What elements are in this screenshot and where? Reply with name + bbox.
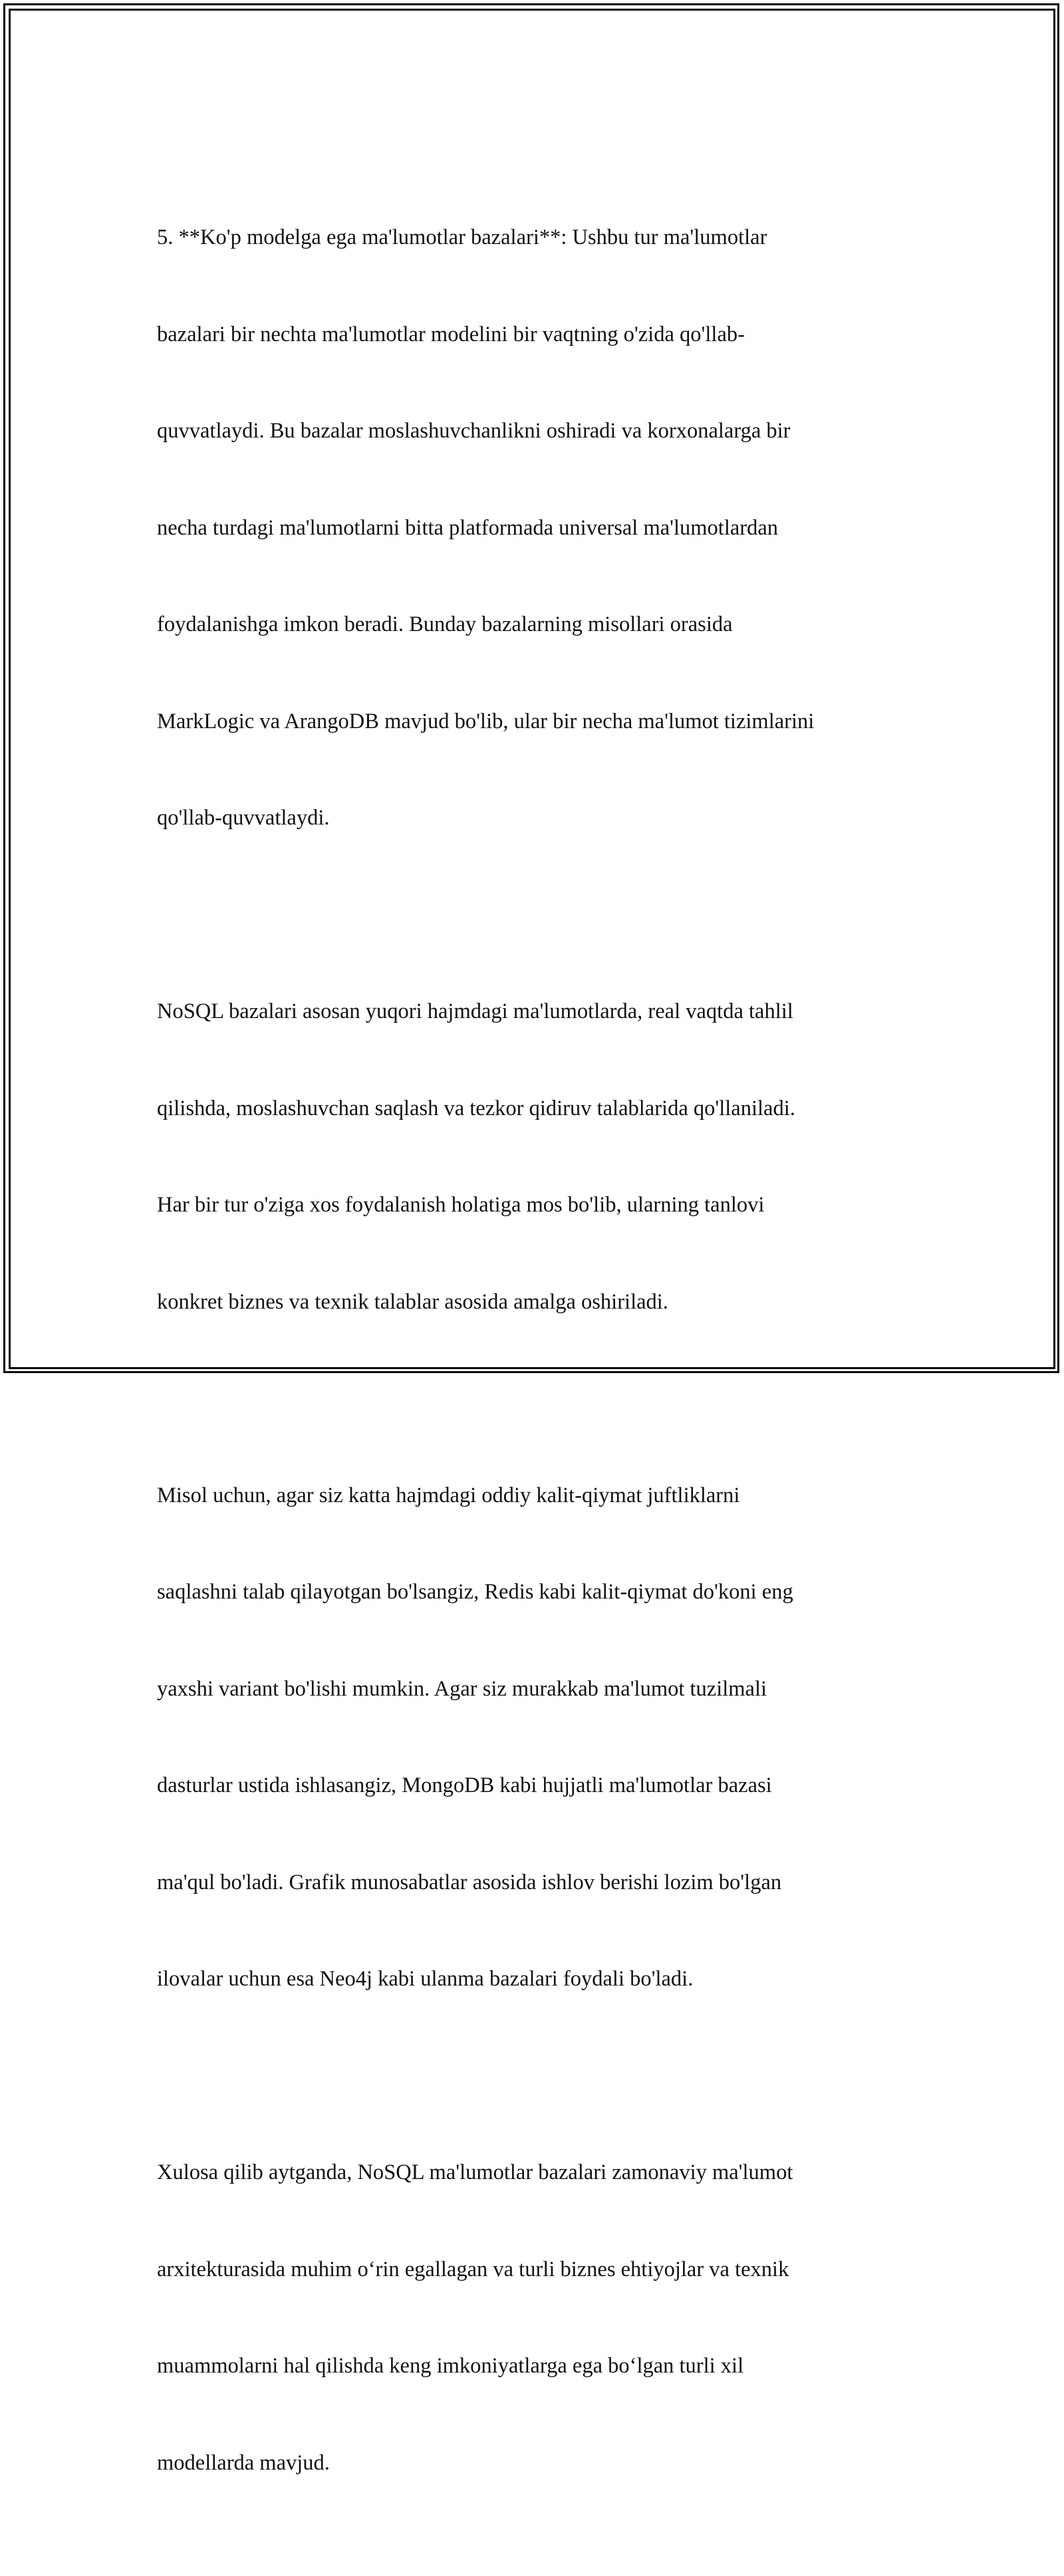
text-line: yaxshi variant bo'lishi mumkin. Agar siz murakkab ma'lumot tuzilmali (157, 1676, 767, 1701)
text-line: Xulosa qilib aytganda, NoSQL ma'lumotlar bazalari zamonaviy ma'lumot (157, 2160, 793, 2184)
text-line: dasturlar ustida ishlasangiz, MongoDB kabi hujjatli ma'lumotlar bazasi (157, 1773, 772, 1797)
text-line: NoSQL bazalari asosan yuqori hajmdagi ma'lumotlarda, real vaqtda tahlil (157, 999, 793, 1023)
text-line: arxitekturasida muhim oʻrin egallagan va turli biznes ehtiyojlar va texnik (157, 2257, 789, 2281)
text-line: necha turdagi ma'lumotlarni bitta platformada universal ma'lumotlardan (157, 515, 779, 540)
text-line: qilishda, moslashuvchan saqlash va tezkor qidiruv talablarida qo'llaniladi. (157, 1096, 795, 1120)
text-line: bazalari bir nechta ma'lumotlar modelini bir vaqtning o'zida qo'llab- (157, 322, 745, 346)
text-line: 5. **Ko'p modelga ega ma'lumotlar bazalari**: Ushbu tur ma'lumotlar (157, 225, 767, 249)
text-line: MarkLogic va ArangoDB mavjud bo'lib, ular bir necha ma'lumot tizimlarini (157, 709, 815, 733)
text-line: saqlashni talab qilayotgan bo'lsangiz, Redis kabi kalit-qiymat do'koni eng (157, 1580, 793, 1604)
paragraph-examples (157, 1415, 915, 2060)
text-line: Har bir tur o'ziga xos foydalanish holatiga mos bo'lib, ularning tanlovi (157, 1193, 765, 1217)
paragraph-conclusion (157, 2092, 915, 2543)
text-line: muammolarni hal qilishda keng imkoniyatlarga ega boʻlgan turli xil (157, 2354, 744, 2378)
text-line: qo'llab-quvvatlaydi. (157, 806, 330, 830)
document-body (157, 157, 915, 2576)
paragraph-nosql-usage (157, 931, 915, 1382)
text-line: konkret biznes va texnik talablar asosida amalga oshiriladi. (157, 1289, 668, 1314)
text-line: ilovalar uchun esa Neo4j kabi ulanma bazalari foydali bo'ladi. (157, 1967, 694, 1991)
text-line: quvvatlaydi. Bu bazalar moslashuvchanlikni oshiradi va korxonalarga bir (157, 419, 791, 443)
paragraph-multi-model-databases (157, 157, 915, 899)
text-line: Misol uchun, agar siz katta hajmdagi oddiy kalit-qiymat juftliklarni (157, 1483, 740, 1507)
text-line: ma'qul bo'ladi. Grafik munosabatlar asosida ishlov berishi lozim bo'lgan (157, 1870, 782, 1894)
text-line: modellarda mavjud. (157, 2450, 330, 2475)
text-line: foydalanishga imkon beradi. Bunday bazalarning misollari orasida (157, 612, 733, 636)
